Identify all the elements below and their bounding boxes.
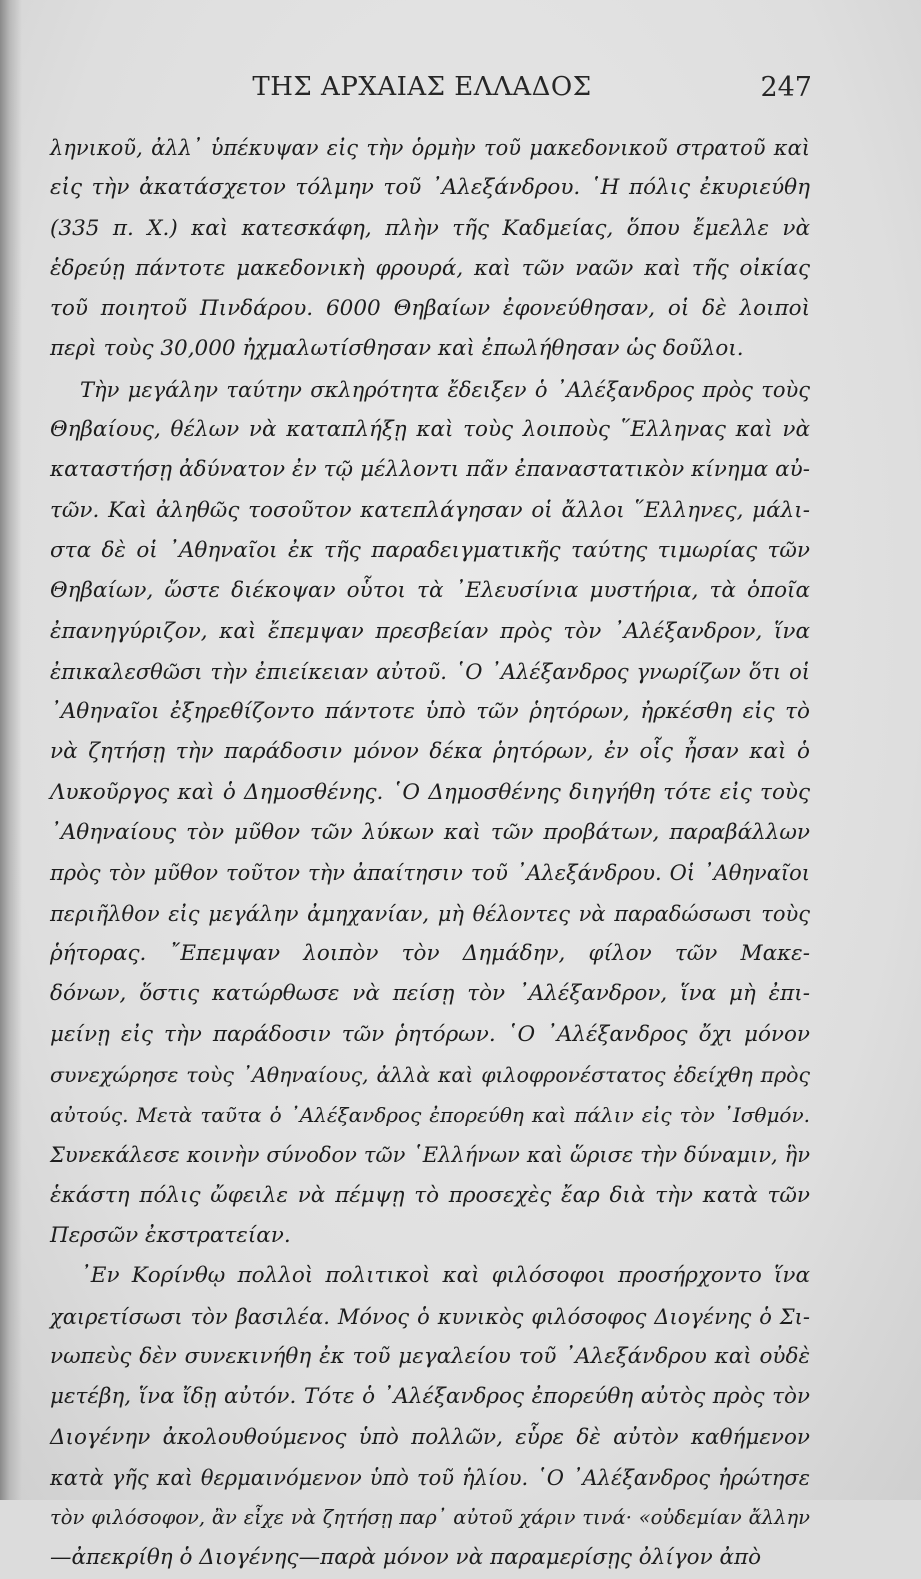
text-line: στα δὲ οἱ ᾽Αθηναῖοι ἐκ τῆς παραδειγματικῆς ταύτης τιμωρίας τῶν [50,537,810,563]
text-line: κατὰ γῆς καὶ θερμαινόμενον ὑπὸ τοῦ ἡλίου. ῾Ο ᾽Αλέξανδρος ἠρώτησε [50,1465,810,1490]
text-line: Θηβαίους, θέλων νὰ καταπλήξῃ καὶ τοὺς λοιποὺς ῞Ελληνας καὶ νὰ [50,417,810,443]
text-line: καταστήσῃ ἀδύνατον ἐν τῷ μέλλοντι πᾶν ἐπαναστατικὸν κίνημα αὐ- [50,457,810,483]
text-line: μετέβη, ἵνα ἴδῃ αὐτόν. Τότε ὁ ᾽Αλέξανδρος ἐπορεύθη αὐτὸς πρὸς τὸν [50,1384,810,1410]
running-title: ΤΗΣ ΑΡΧΑΙΑΣ ΕΛΛΑΔΟΣ [252,72,592,102]
page-header [52,72,812,112]
text-line: μείνῃ εἰς τὴν παράδοσιν τῶν ῥητόρων. ῾Ο ᾽Αλέξανδρος ὄχι μόνον [50,1021,810,1047]
text-line: Συνεκάλεσε κοινὴν σύνοδον τῶν ῾Ελλήνων καὶ ὥρισε τὴν δύναμιν, ἣν [50,1143,810,1168]
text-line: Θηβαίων, ὥστε διέκοψαν οὗτοι τὰ ᾽Ελευσίνια μυστήρια, τὰ ὁποῖα [50,578,810,604]
text-line: (335 π. Χ.) καὶ κατεσκάφη, πλὴν τῆς Καδμείας, ὅπου ἔμελλε νὰ [50,215,810,241]
text-line: ἑδρεύῃ πάντοτε μακεδονικὴ φρουρά, καὶ τῶν ναῶν καὶ τῆς οἰκίας [50,255,810,281]
text-line: περιῆλθον εἰς μεγάλην ἀμηχανίαν, μὴ θέλοντες νὰ παραδώσωσι τοὺς [50,901,810,926]
text-line: ἑκάστη πόλις ὤφειλε νὰ πέμψῃ τὸ προσεχὲς ἔαρ διὰ τὴν κατὰ τῶν [50,1182,810,1208]
text-line: εἰς τὴν ἀκατάσχετον τόλμην τοῦ ᾽Αλεξάνδρου. ῾Η πόλις ἐκυριεύθη [50,175,810,201]
paragraph [50,1256,810,1578]
text-line: αὐτούς. Μετὰ ταῦτα ὁ ᾽Αλέξανδρος ἐπορεύθη καὶ πάλιν εἰς τὸν ᾽Ισθμόν. [50,1103,810,1128]
text-line: Τὴν μεγάλην ταύτην σκληρότητα ἔδειξεν ὁ ᾽Αλέξανδρος πρὸς τοὺς [80,377,810,402]
paragraph [50,128,810,370]
text-line: συνεχώρησε τοὺς ᾽Αθηναίους, ἀλλὰ καὶ φιλοφρονέστατος ἐδείχθη πρὸς [50,1062,810,1087]
paragraph [50,370,810,1257]
text-line: τοῦ ποιητοῦ Πινδάρου. 6000 Θηβαίων ἐφονεύθησαν, οἱ δὲ λοιποὶ [50,296,810,322]
page-number: 247 [760,72,812,103]
text-line: νὰ ζητήσῃ τὴν παράδοσιν μόνον δέκα ῥητόρων, ἐν οἷς ἦσαν καὶ ὁ [50,739,810,765]
text-line: ᾽Αθηναίους τὸν μῦθον τῶν λύκων καὶ τῶν προβάτων, παραβάλλων [50,820,810,846]
body-text [50,128,810,1579]
text-line: δόνων, ὅστις κατώρθωσε νὰ πείσῃ τὸν ᾽Αλέξανδρον, ἵνα μὴ ἐπι- [50,981,810,1007]
text-line: περὶ τοὺς 30,000 ἠχμαλωτίσθησαν καὶ ἐπωλήθησαν ὡς δοῦλοι. [50,336,744,362]
text-line: —ἀπεκρίθη ὁ Διογένης—παρὰ μόνον νὰ παραμερίσῃς ὀλίγον ἀπὸ [50,1545,762,1571]
text-line: τῶν. Καὶ ἀληθῶς τοσοῦτον κατεπλάγησαν οἱ ἄλλοι ῞Ελληνες, μάλι- [50,497,810,523]
text-line: ἐπανηγύριζον, καὶ ἔπεμψαν πρεσβείαν πρὸς τὸν ᾽Αλέξανδρον, ἵνα [50,618,810,644]
text-line: ἐπικαλεσθῶσι τὴν ἐπιείκειαν αὐτοῦ. ῾Ο ᾽Αλέξανδρος γνωρίζων ὅτι οἱ [50,659,810,684]
text-line: ληνικοῦ, ἀλλ᾽ ὑπέκυψαν εἰς τὴν ὁρμὴν τοῦ μακεδονικοῦ στρατοῦ καὶ [50,136,810,160]
text-line: Διογένην ἀκολουθούμενος ὑπὸ πολλῶν, εὗρε δὲ αὐτὸν καθήμενον [50,1424,810,1450]
text-line: ᾽Αθηναῖοι ἐξηρεθίζοντο πάντοτε ὑπὸ τῶν ῥητόρων, ἠρκέσθη εἰς τὸ [50,699,810,725]
text-line: χαιρετίσωσι τὸν βασιλέα. Μόνος ὁ κυνικὸς φιλόσοφος Διογένης ὁ Σι- [50,1304,810,1329]
text-line: τὸν φιλόσοφον, ἂν εἶχε νὰ ζητήσῃ παρ᾽ αὐτοῦ χάριν τινά· «οὐδεμίαν ἄλλην [50,1506,810,1530]
text-line: Περσῶν ἐκστρατείαν. [50,1223,291,1249]
text-line: πρὸς τὸν μῦθον τοῦτον τὴν ἀπαίτησιν τοῦ ᾽Αλεξάνδρου. Οἱ ᾽Αθηναῖοι [50,861,810,886]
binding-shadow [0,0,22,1500]
text-line: ᾽Εν Κορίνθῳ πολλοὶ πολιτικοὶ καὶ φιλόσοφοι προσήρχοντο ἵνα [80,1263,810,1289]
text-line: Λυκοῦργος καὶ ὁ Δημοσθένης. ῾Ο Δημοσθένης διηγήθη τότε εἰς τοὺς [50,779,810,805]
text-line: νωπεὺς δὲν συνεκινήθη ἐκ τοῦ μεγαλείου τοῦ ᾽Αλεξάνδρου καὶ οὐδὲ [50,1343,810,1369]
text-line: ῥήτορας. ῎Επεμψαν λοιπὸν τὸν Δημάδην, φίλον τῶν Μακε- [50,940,810,966]
